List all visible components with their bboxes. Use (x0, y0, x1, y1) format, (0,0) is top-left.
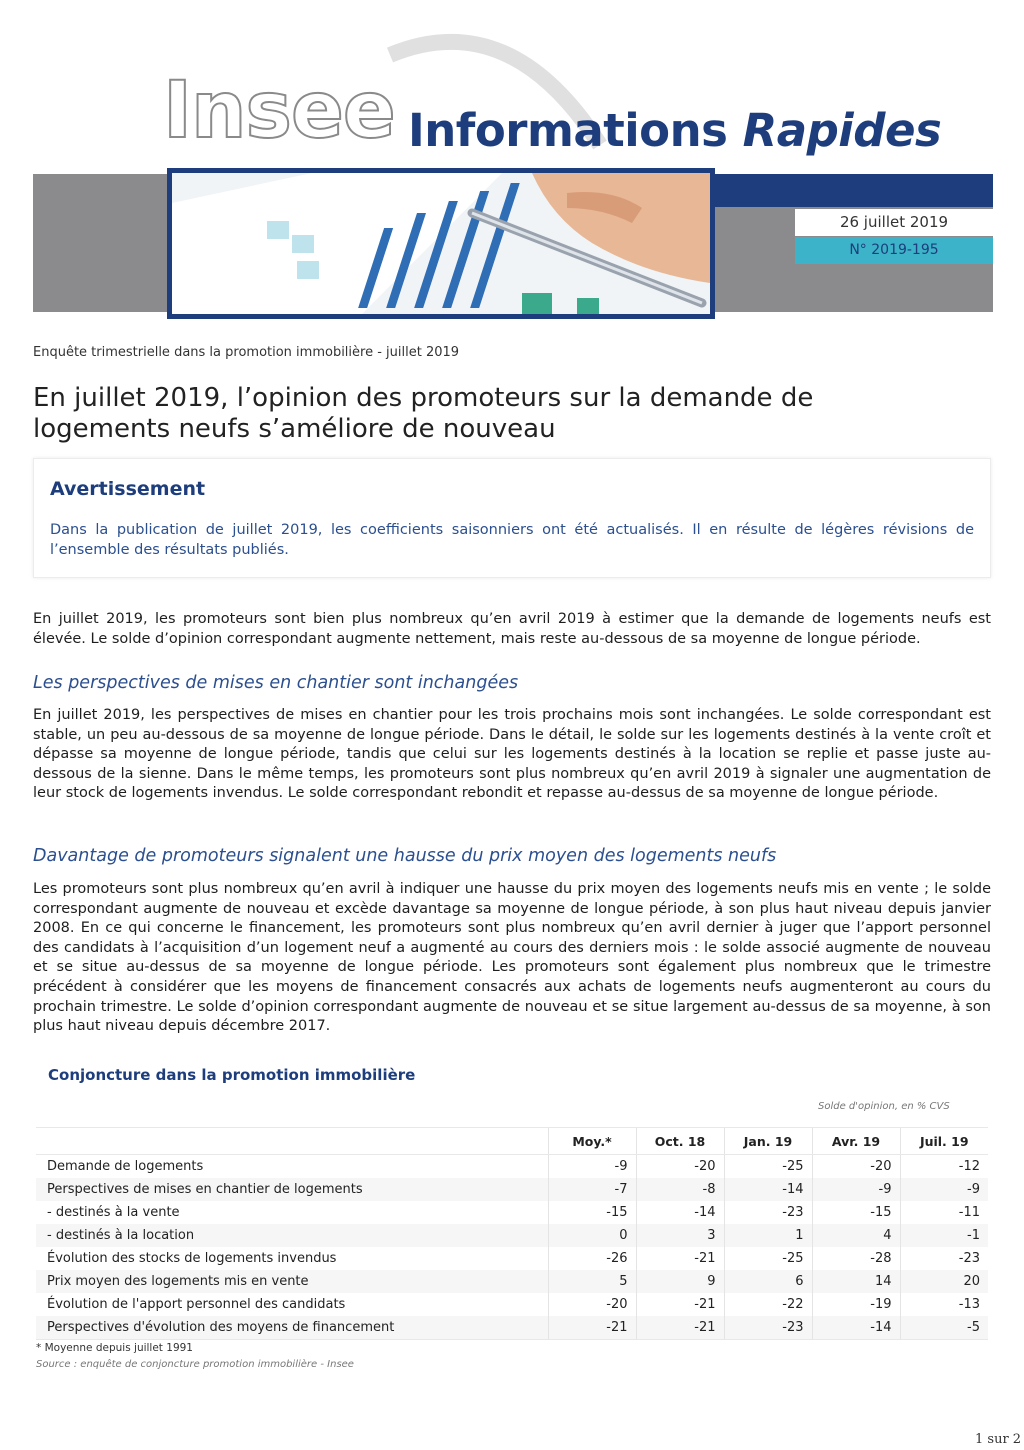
row-label: - destinés à la vente (47, 1205, 180, 1220)
cell-value: 0 (548, 1224, 636, 1247)
cell-value: -15 (812, 1201, 900, 1224)
section-paragraph-prices: Les promoteurs sont plus nombreux qu’en avril à indiquer une hausse du prix moyen des logements neufs mis en vente ; le solde correspondant augmente de nouveau et excède davantage sa moyenne de longue période, à son plus haut niveau depuis janvier 2008. En ce qui concerne le financement, les promoteurs sont plus nombreux qu’en avril dernier à juger que l’apport personnel des candidats à l’acquisition d’un logement neuf a augmenté au cours des derniers mois : le solde associé augmente de nouveau et se situe au-dessus de sa moyenne de longue période. Les promoteurs sont également plus nombreux que le trimestre précédent à considérer que les moyens de financement consacrés aux achats de logements neufs augmenteront au cours du prochain trimestre. Le solde d’opinion correspondant augmente de nouveau et se situe largement au-dessus de sa moyenne, à son plus haut niveau depuis décembre 2017. (33, 881, 991, 1035)
row-label: - destinés à la location (36, 1224, 548, 1247)
cell-value: -25 (724, 1155, 812, 1179)
cell-value: 6 (724, 1270, 812, 1293)
cell-value: -5 (900, 1316, 988, 1340)
cell-value: -21 (636, 1293, 724, 1316)
table-row (36, 1201, 988, 1224)
cell-value: -19 (812, 1293, 900, 1316)
warning-text: Dans la publication de juillet 2019, les coefficients saisonniers ont été actualisés. Il en résulte de légères révisions de l’ensemble des résultats publiés. (50, 522, 974, 558)
row-label: Évolution des stocks de logements invendus (47, 1251, 337, 1266)
cell-value: -23 (900, 1247, 988, 1270)
cell-value: -21 (548, 1316, 636, 1340)
publication-date: 26 juillet 2019 (795, 209, 993, 236)
section-paragraph-starts: En juillet 2019, les perspectives de mises en chantier pour les trois prochains mois sont inchangées. Le solde correspondant est stable, un peu au-dessous de sa moyenne de longue période. Dans le détail, le solde sur les logements destinés à la vente croît et dépasse sa moyenne de longue période, tandis que celui sur les logements destinés à la location se replie et passe juste au-dessous de la sienne. Dans le même temps, les promoteurs sont plus nombreux qu’en avril 2019 à signaler une augmentation de leur stock de logements invendus. Le solde correspondant rebondit et repasse au-dessus de sa moyenne de longue période. (33, 707, 991, 802)
cell-value: -25 (724, 1247, 812, 1270)
insee-logo: Insee (163, 66, 395, 156)
cell-value: 14 (812, 1270, 900, 1293)
publication-title-italic: Rapides (742, 104, 942, 157)
table-source: Source : enquête de conjoncture promotion immobilière - Insee (36, 1359, 354, 1370)
cell-value: -20 (548, 1293, 636, 1316)
cell-value: -1 (900, 1224, 988, 1247)
cell-value: -15 (548, 1201, 636, 1224)
cell-value: -12 (900, 1155, 988, 1179)
table-header-row (36, 1128, 988, 1155)
cell-value: -7 (548, 1178, 636, 1201)
table-header-cell: Avr. 19 (812, 1128, 900, 1155)
cell-value: -23 (724, 1201, 812, 1224)
warning-box (33, 458, 991, 578)
table-row (36, 1316, 988, 1340)
survey-subtitle: Enquête trimestrielle dans la promotion immobilière - juillet 2019 (33, 345, 460, 360)
cell-value: -11 (900, 1201, 988, 1224)
header-illustration (167, 168, 715, 319)
cell-value: -13 (900, 1293, 988, 1316)
table-row (36, 1247, 988, 1270)
table-row (36, 1178, 988, 1201)
warning-title: Avertissement (50, 478, 206, 500)
table-row (36, 1270, 988, 1293)
table-row (36, 1224, 988, 1247)
table-footnote: * Moyenne depuis juillet 1991 (36, 1342, 193, 1354)
table-header-cell: Jan. 19 (724, 1128, 812, 1155)
cell-value: -9 (900, 1178, 988, 1201)
page-title: En juillet 2019, l’opinion des promoteurs sur la demande de logements neufs s’améliore de nouveau (33, 383, 814, 444)
cell-value: 3 (636, 1224, 724, 1247)
cell-value: -21 (636, 1316, 724, 1340)
cell-value: -22 (724, 1293, 812, 1316)
cell-value: 20 (900, 1270, 988, 1293)
cell-value: 5 (548, 1270, 636, 1293)
cell-value: -14 (724, 1178, 812, 1201)
row-label: Perspectives de mises en chantier de logements (36, 1178, 548, 1201)
publication-title (408, 104, 941, 157)
intro-paragraph: En juillet 2019, les promoteurs sont bien plus nombreux qu’en avril 2019 à estimer que la demande de logements neufs est élevée. Le solde d’opinion correspondant augmente nettement, mais reste au-dessous de sa moyenne de longue période. (33, 611, 991, 647)
cell-value: -23 (724, 1316, 812, 1340)
page-number: 1 sur 2 (975, 1432, 1022, 1447)
table-header-cell: Moy.* (548, 1128, 636, 1155)
cell-value: -14 (636, 1201, 724, 1224)
header-blue-band (715, 174, 993, 207)
table-unit-note: Solde d'opinion, en % CVS (818, 1101, 950, 1112)
table-row (36, 1293, 988, 1316)
row-label: Prix moyen des logements mis en vente (36, 1270, 548, 1293)
chart-with-pen-illustration (172, 173, 710, 314)
cell-value: 4 (812, 1224, 900, 1247)
section-heading-prices: Davantage de promoteurs signalent une hausse du prix moyen des logements neufs (33, 846, 777, 866)
cell-value: -14 (812, 1316, 900, 1340)
cell-value: -9 (812, 1178, 900, 1201)
cell-value: -20 (636, 1155, 724, 1179)
cell-value: -8 (636, 1178, 724, 1201)
table-row (36, 1155, 988, 1179)
row-label: Perspectives d'évolution des moyens de financement (36, 1316, 548, 1340)
cell-value: -28 (812, 1247, 900, 1270)
table-header-cell: Oct. 18 (636, 1128, 724, 1155)
section-heading-starts: Les perspectives de mises en chantier sont inchangées (33, 673, 519, 693)
table-header-label (36, 1128, 548, 1155)
publication-number: N° 2019-195 (795, 237, 993, 264)
cell-value: 1 (724, 1224, 812, 1247)
data-table (36, 1127, 988, 1340)
table-header-cell: Juil. 19 (900, 1128, 988, 1155)
cell-value: 9 (636, 1270, 724, 1293)
publication-title-main: Informations (408, 104, 728, 157)
cell-value: -9 (548, 1155, 636, 1179)
table-title: Conjoncture dans la promotion immobilière (48, 1066, 416, 1084)
cell-value: -21 (636, 1247, 724, 1270)
row-label: Demande de logements (47, 1159, 204, 1174)
row-label: Évolution de l'apport personnel des candidats (47, 1297, 346, 1312)
cell-value: -20 (812, 1155, 900, 1179)
cell-value: -26 (548, 1247, 636, 1270)
